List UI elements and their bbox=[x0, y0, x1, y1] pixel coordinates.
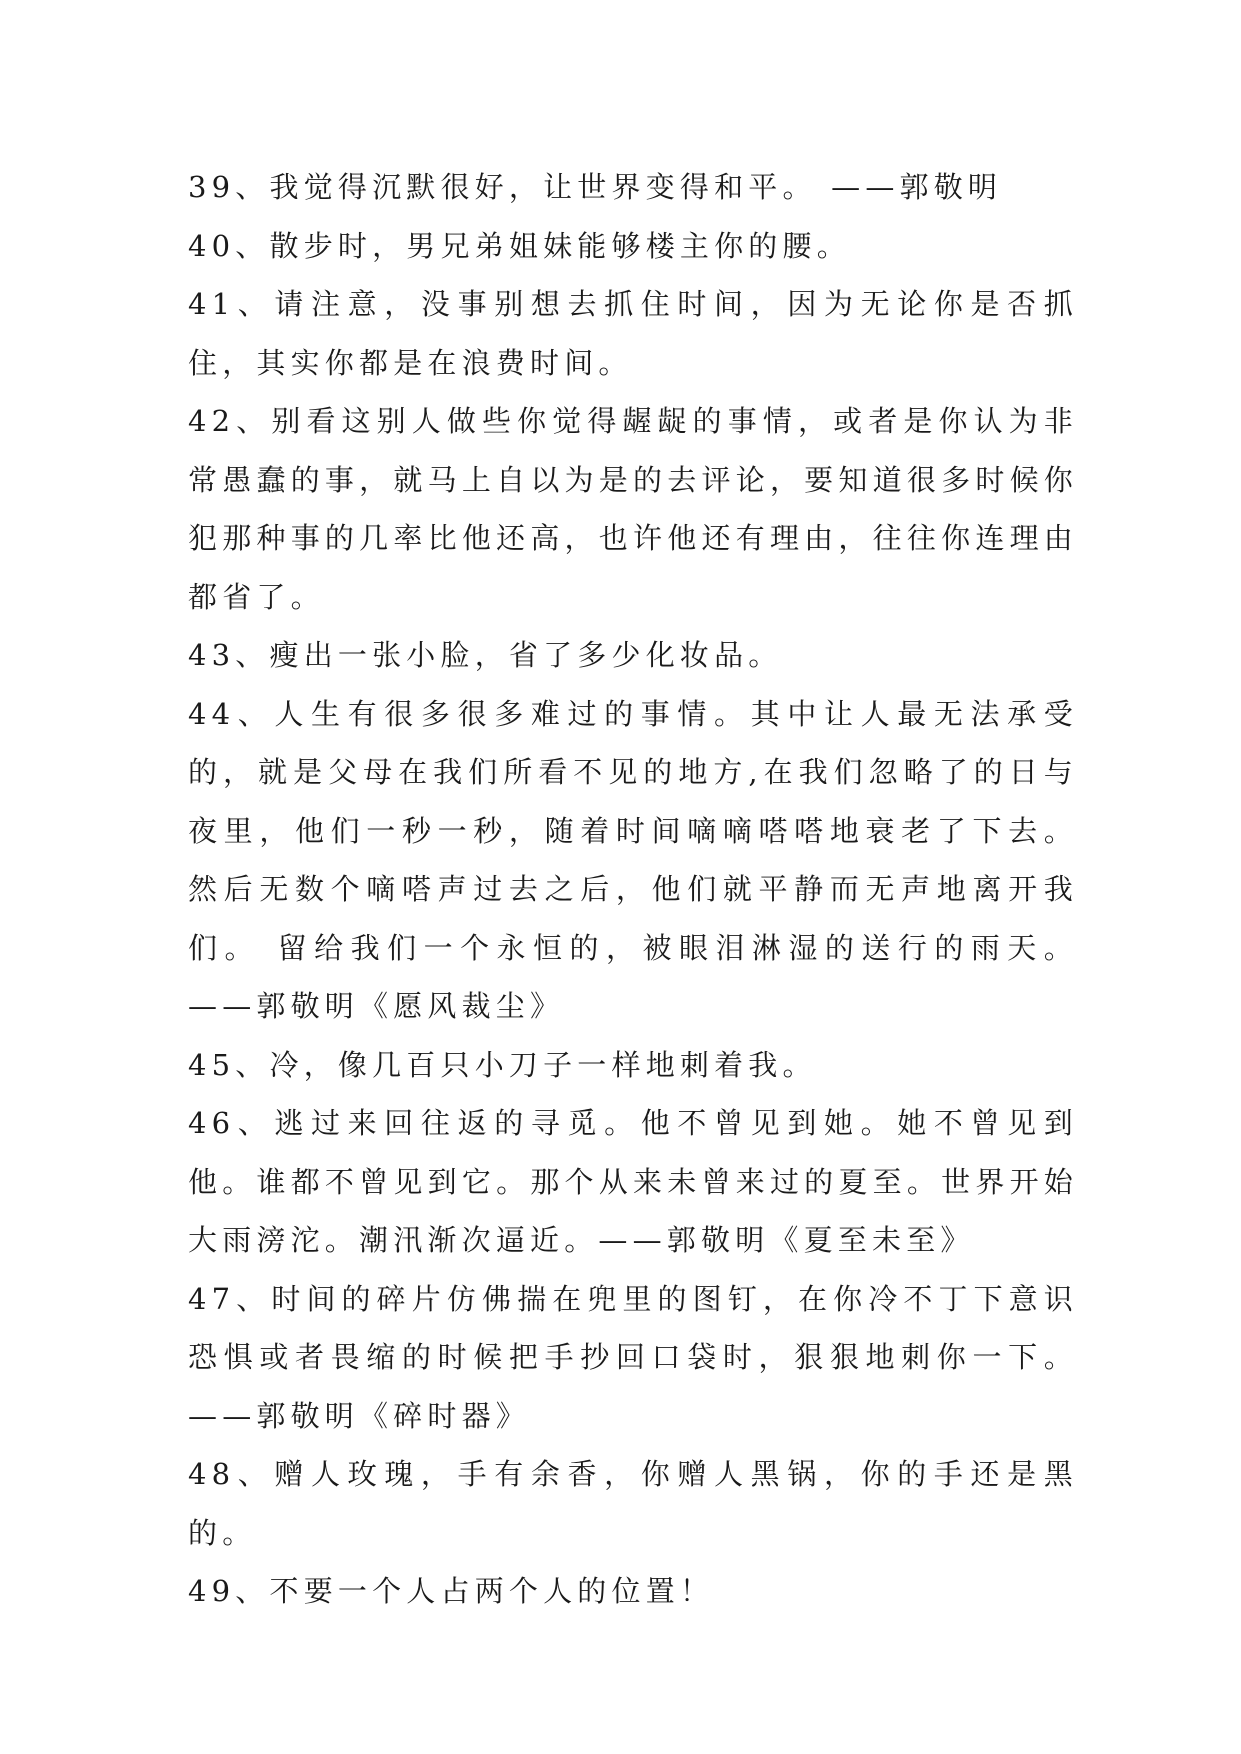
quote-40: 40、散步时，男兄弟姐妹能够楼主你的腰。 bbox=[188, 228, 851, 263]
quote-45: 45、冷，像几百只小刀子一样地刺着我。 bbox=[188, 1047, 817, 1082]
quote-47: 47、时间的碎片仿佛揣在兜里的图钉，在你冷不丁下意识恐惧或者畏缩的时候把手抄回口袋时，狠狠地刺你一下。——郭敬明《碎时器》 bbox=[188, 1281, 1078, 1433]
quote-44: 44、人生有很多很多难过的事情。其中让人最无法承受的，就是父母在我们所看不见的地方,在我们忽略了的日与夜里，他们一秒一秒，随着时间嘀嘀嗒嗒地衰老了下去。 然后无数个嘀嗒声过去之后，他们就平静而无声地离开我们。 留给我们一个永恒的，被眼泪淋湿的送行的雨天。——郭敬明《愿风裁尘》 bbox=[188, 696, 1078, 1023]
quote-42: 42、别看这别人做些你觉得龌龊的事情，或者是你认为非常愚蠢的事，就马上自以为是的去评论，要知道很多时候你犯那种事的几率比他还高，也许他还有理由，往往你连理由都省了。 bbox=[188, 404, 1078, 614]
quote-48: 48、赠人玫瑰，手有余香，你赠人黑锅，你的手还是黑的。 bbox=[188, 1457, 1078, 1550]
document-page bbox=[188, 158, 1078, 1621]
quote-41: 41、请注意，没事别想去抓住时间，因为无论你是否抓住，其实你都是在浪费时间。 bbox=[188, 287, 1078, 380]
quote-49: 49、不要一个人占两个人的位置！ bbox=[188, 1574, 715, 1608]
quote-43: 43、瘦出一张小脸，省了多少化妆品。 bbox=[188, 638, 783, 672]
quote-39: 39、我觉得沉默很好，让世界变得和平。 ——郭敬明 bbox=[188, 170, 1003, 204]
quote-46: 46、逃过来回往返的寻觅。他不曾见到她。她不曾见到他。谁都不曾见到它。那个从来未曾来过的夏至。世界开始大雨滂沱。潮汛渐次逼近。——郭敬明《夏至未至》 bbox=[188, 1106, 1078, 1257]
